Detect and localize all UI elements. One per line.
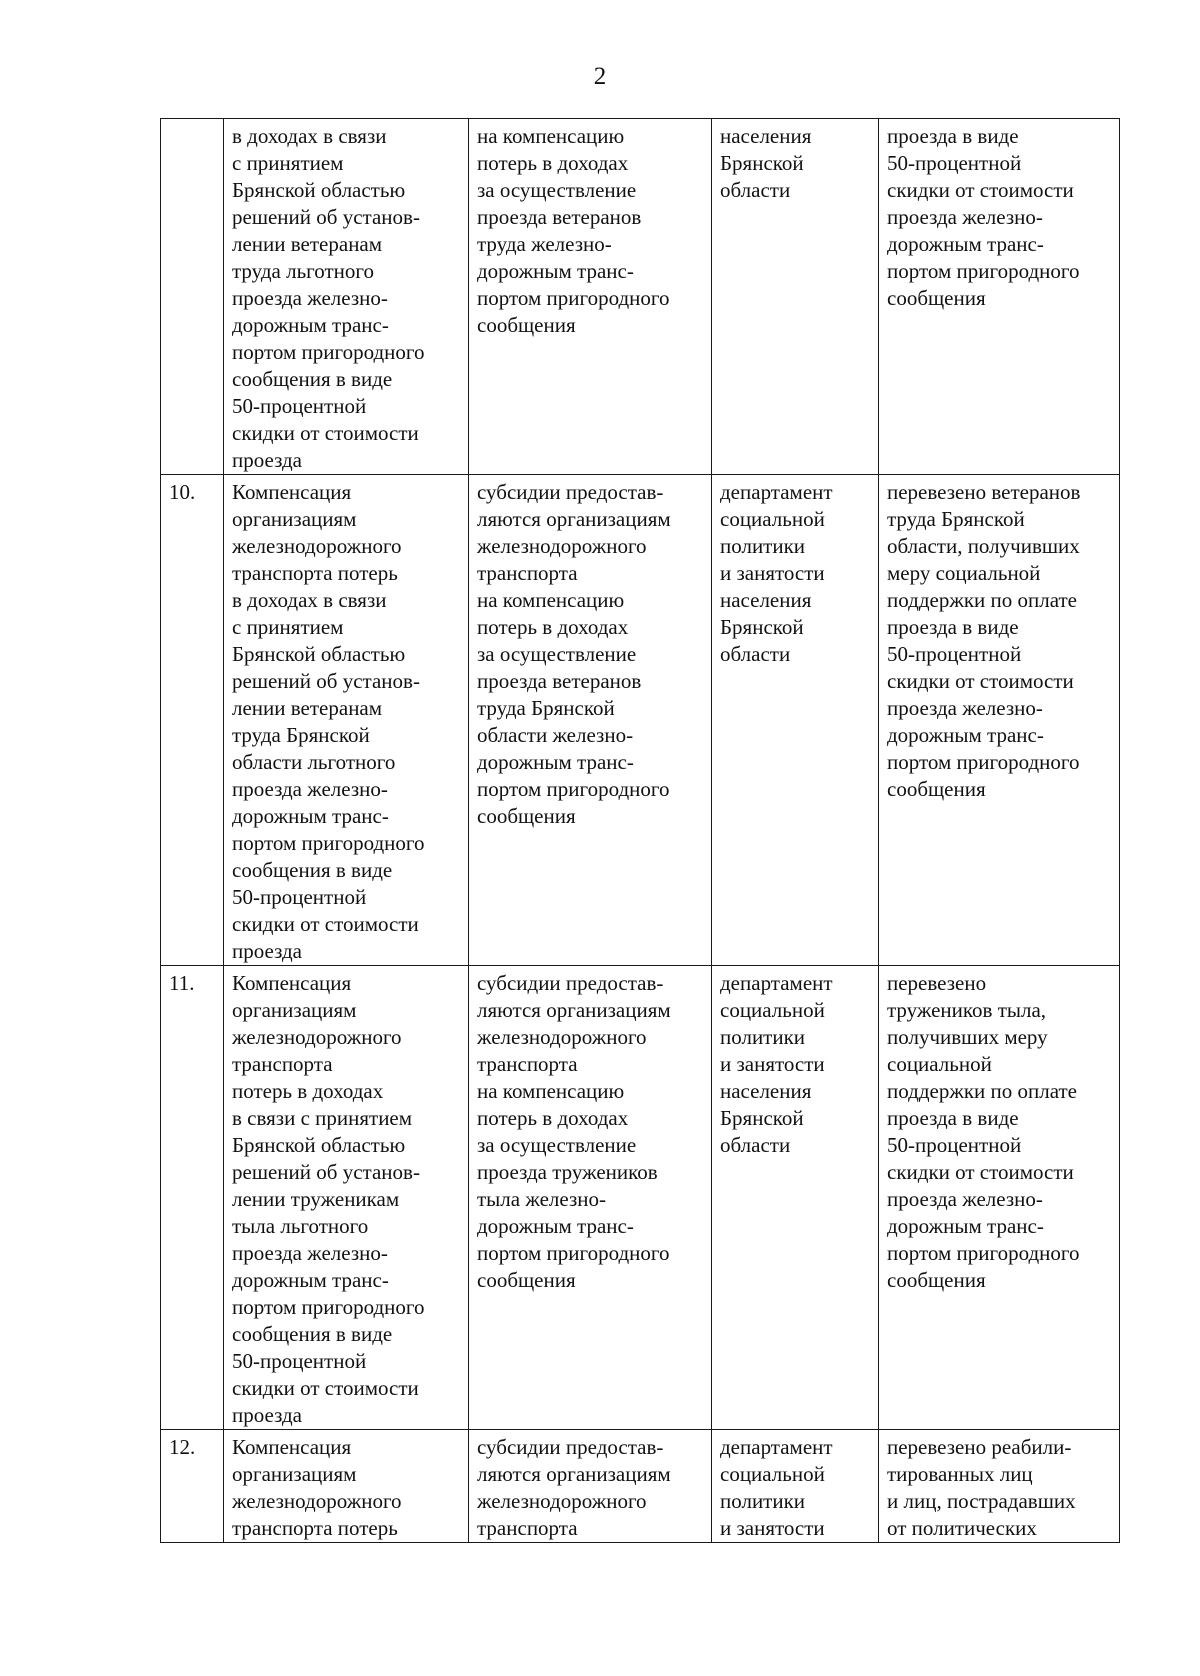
cell-text-line: решений об установ- (232, 669, 420, 693)
indicator-cell (879, 119, 1120, 475)
cell-text-line: области льготного (232, 750, 396, 774)
cell-text-line: сообщения (887, 1268, 986, 1292)
cell-text-line: департамент (720, 1435, 833, 1459)
cell-text-line: железнодорожного (232, 1489, 402, 1513)
cell-text-line: области (720, 178, 791, 202)
cell-text-line: скидки от стоимости (887, 178, 1074, 202)
cell-text-line: 50-процентной (232, 394, 367, 418)
cell-text-line: проезда ветеранов (477, 205, 642, 229)
mechanism-cell (469, 966, 712, 1430)
cell-text-line: проезда железно- (232, 1241, 388, 1265)
cell-text-line: дорожным транс- (477, 1214, 634, 1238)
cell-text-line: транспорта (477, 1516, 578, 1540)
row-number-cell: 11. (161, 966, 224, 1430)
cell-text-line: с принятием (232, 615, 344, 639)
measure-name-cell (224, 119, 469, 475)
cell-text-line: от политических (887, 1516, 1037, 1540)
row-number-cell (161, 119, 224, 475)
cell-text-line: 50-процентной (887, 151, 1022, 175)
cell-text-line: в связи с принятием (232, 1106, 413, 1130)
cell-text-line: сообщения (887, 777, 986, 801)
cell-text-line: сообщения в виде (232, 367, 393, 391)
cell-text-line: дорожным транс- (232, 313, 389, 337)
cell-text-line: проезда в виде (887, 615, 1019, 639)
cell-text-line: проезда железно- (887, 696, 1043, 720)
measure-name-cell (224, 475, 469, 966)
cell-text-line: за осуществление (477, 1133, 637, 1157)
cell-text-line: тированных лиц (887, 1462, 1033, 1486)
cell-text-line: сообщения (477, 1268, 576, 1292)
cell-text-line: Брянской (720, 151, 804, 175)
cell-text-line: проезда ветеранов (477, 669, 642, 693)
mechanism-cell (469, 475, 712, 966)
cell-text-line: скидки от стоимости (887, 669, 1074, 693)
cell-text-line: проезда (232, 1403, 302, 1427)
cell-text-line: транспорта (477, 561, 578, 585)
cell-text-line: скидки от стоимости (232, 421, 419, 445)
cell-text-line: портом пригородного (887, 259, 1080, 283)
indicator-cell (879, 1430, 1120, 1543)
cell-text-line: на компенсацию (477, 124, 625, 148)
cell-text-line: ляются организациям (477, 998, 671, 1022)
cell-text-line: проезда в виде (887, 124, 1019, 148)
cell-text-line: тыла льготного (232, 1214, 369, 1238)
cell-text-line: дорожным транс- (887, 232, 1044, 256)
mechanism-cell (469, 1430, 712, 1543)
cell-text-line: поддержки по оплате (887, 1079, 1078, 1103)
cell-text-line: лении ветеранам (232, 696, 383, 720)
mechanism-cell (469, 119, 712, 475)
indicator-cell (879, 966, 1120, 1430)
cell-text-line: труда Брянской (887, 507, 1025, 531)
table-row (161, 119, 1120, 475)
cell-text-line: проезда (232, 939, 302, 963)
cell-text-line: скидки от стоимости (887, 1160, 1074, 1184)
cell-text-line: потерь в доходах (477, 151, 629, 175)
cell-text-line: поддержки по оплате (887, 588, 1078, 612)
cell-text-line: Компенсация (232, 971, 352, 995)
cell-text-line: дорожным транс- (887, 723, 1044, 747)
cell-text-line: за осуществление (477, 642, 637, 666)
cell-text-line: населения (720, 588, 812, 612)
cell-text-line: социальной (887, 1052, 992, 1076)
cell-text-line: железнодорожного (477, 1489, 647, 1513)
cell-text-line: населения (720, 1079, 812, 1103)
cell-text-line: политики (720, 1489, 806, 1513)
cell-text-line: дорожным транс- (887, 1214, 1044, 1238)
table-row (161, 966, 1120, 1430)
cell-text-line: Брянской (720, 615, 804, 639)
cell-text-line: портом пригородного (477, 777, 670, 801)
cell-text-line: проезда в виде (887, 1106, 1019, 1130)
cell-text-line: социальной (720, 998, 825, 1022)
cell-text-line: транспорта потерь (232, 561, 398, 585)
cell-text-line: решений об установ- (232, 205, 420, 229)
measure-name-cell (224, 966, 469, 1430)
cell-text-line: области (720, 1133, 791, 1157)
measures-table (160, 118, 1120, 1543)
measure-name-cell (224, 1430, 469, 1543)
cell-text-line: и занятости (720, 1052, 825, 1076)
page-number: 2 (593, 63, 607, 90)
cell-text-line: проезда железно- (232, 777, 388, 801)
cell-text-line: проезда железно- (887, 205, 1043, 229)
cell-text-line: железнодорожного (232, 1025, 402, 1049)
cell-text-line: труда Брянской (477, 696, 615, 720)
cell-text-line: 50-процентной (232, 885, 367, 909)
cell-text-line: железнодорожного (477, 1025, 647, 1049)
cell-text-line: области железно- (477, 723, 634, 747)
cell-text-line: тыла железно- (477, 1187, 606, 1211)
cell-text-line: сообщения в виде (232, 1322, 393, 1346)
cell-text-line: дорожным транс- (232, 804, 389, 828)
cell-text-line: скидки от стоимости (232, 1376, 419, 1400)
table-row (161, 475, 1120, 966)
cell-text-line: транспорта (477, 1052, 578, 1076)
cell-text-line: портом пригородного (887, 1241, 1080, 1265)
cell-text-line: проезда железно- (887, 1187, 1043, 1211)
department-cell (712, 119, 879, 475)
table-body (161, 119, 1120, 1543)
row-number-cell: 12. (161, 1430, 224, 1543)
cell-text-line: Компенсация (232, 1435, 352, 1459)
cell-text-line: социальной (720, 507, 825, 531)
cell-text-line: портом пригородного (477, 286, 670, 310)
cell-text-line: населения (720, 124, 812, 148)
cell-text-line: в доходах в связи (232, 588, 387, 612)
cell-text-line: и занятости (720, 1516, 825, 1540)
cell-text-line: субсидии предостав- (477, 480, 664, 504)
cell-text-line: политики (720, 1025, 806, 1049)
cell-text-line: проезда железно- (232, 286, 388, 310)
cell-text-line: транспорта (232, 1052, 333, 1076)
cell-text-line: департамент (720, 480, 833, 504)
cell-text-line: проезда тружеников (477, 1160, 658, 1184)
cell-text-line: труда Брянской (232, 723, 370, 747)
cell-text-line: перевезено (887, 971, 987, 995)
department-cell (712, 1430, 879, 1543)
cell-text-line: организациям (232, 998, 357, 1022)
indicator-cell (879, 475, 1120, 966)
cell-text-line: и лиц, пострадавших (887, 1489, 1076, 1513)
cell-text-line: проезда (232, 448, 302, 472)
cell-text-line: получивших меру (887, 1025, 1048, 1049)
cell-text-line: меру социальной (887, 561, 1041, 585)
cell-text-line: сообщения в виде (232, 858, 393, 882)
cell-text-line: 50-процентной (232, 1349, 367, 1373)
cell-text-line: тружеников тыла, (887, 998, 1047, 1022)
cell-text-line: департамент (720, 971, 833, 995)
cell-text-line: и занятости (720, 561, 825, 585)
table-row (161, 1430, 1120, 1543)
cell-text-line: скидки от стоимости (232, 912, 419, 936)
cell-text-line: перевезено ветеранов (887, 480, 1081, 504)
cell-text-line: потерь в доходах (232, 1079, 384, 1103)
cell-text-line: в доходах в связи (232, 124, 387, 148)
cell-text-line: 50-процентной (887, 642, 1022, 666)
cell-text-line: Брянской областью (232, 178, 406, 202)
cell-text-line: сообщения (887, 286, 986, 310)
cell-text-line: Брянской областью (232, 642, 406, 666)
cell-text-line: труда железно- (477, 232, 612, 256)
cell-text-line: дорожным транс- (477, 750, 634, 774)
cell-text-line: дорожным транс- (477, 259, 634, 283)
cell-text-line: транспорта потерь (232, 1516, 398, 1540)
cell-text-line: ляются организациям (477, 507, 671, 531)
cell-text-line: организациям (232, 507, 357, 531)
cell-text-line: портом пригородного (232, 831, 425, 855)
cell-text-line: железнодорожного (477, 534, 647, 558)
cell-text-line: потерь в доходах (477, 1106, 629, 1130)
cell-text-line: области, получивших (887, 534, 1080, 558)
cell-text-line: Брянской областью (232, 1133, 406, 1157)
cell-text-line: организациям (232, 1462, 357, 1486)
department-cell (712, 475, 879, 966)
cell-text-line: портом пригородного (232, 1295, 425, 1319)
cell-text-line: сообщения (477, 313, 576, 337)
cell-text-line: области (720, 642, 791, 666)
cell-text-line: с принятием (232, 151, 344, 175)
department-cell (712, 966, 879, 1430)
cell-text-line: дорожным транс- (232, 1268, 389, 1292)
cell-text-line: на компенсацию (477, 588, 625, 612)
cell-text-line: политики (720, 534, 806, 558)
cell-text-line: портом пригородного (232, 340, 425, 364)
cell-text-line: субсидии предостав- (477, 1435, 664, 1459)
cell-text-line: Компенсация (232, 480, 352, 504)
row-number-cell: 10. (161, 475, 224, 966)
cell-text-line: потерь в доходах (477, 615, 629, 639)
cell-text-line: лении ветеранам (232, 232, 383, 256)
cell-text-line: решений об установ- (232, 1160, 420, 1184)
cell-text-line: субсидии предостав- (477, 971, 664, 995)
cell-text-line: ляются организациям (477, 1462, 671, 1486)
cell-text-line: портом пригородного (887, 750, 1080, 774)
cell-text-line: сообщения (477, 804, 576, 828)
cell-text-line: труда льготного (232, 259, 374, 283)
cell-text-line: на компенсацию (477, 1079, 625, 1103)
cell-text-line: лении труженикам (232, 1187, 400, 1211)
cell-text-line: перевезено реабили- (887, 1435, 1072, 1459)
cell-text-line: социальной (720, 1462, 825, 1486)
cell-text-line: железнодорожного (232, 534, 402, 558)
cell-text-line: портом пригородного (477, 1241, 670, 1265)
cell-text-line: Брянской (720, 1106, 804, 1130)
cell-text-line: за осуществление (477, 178, 637, 202)
cell-text-line: 50-процентной (887, 1133, 1022, 1157)
